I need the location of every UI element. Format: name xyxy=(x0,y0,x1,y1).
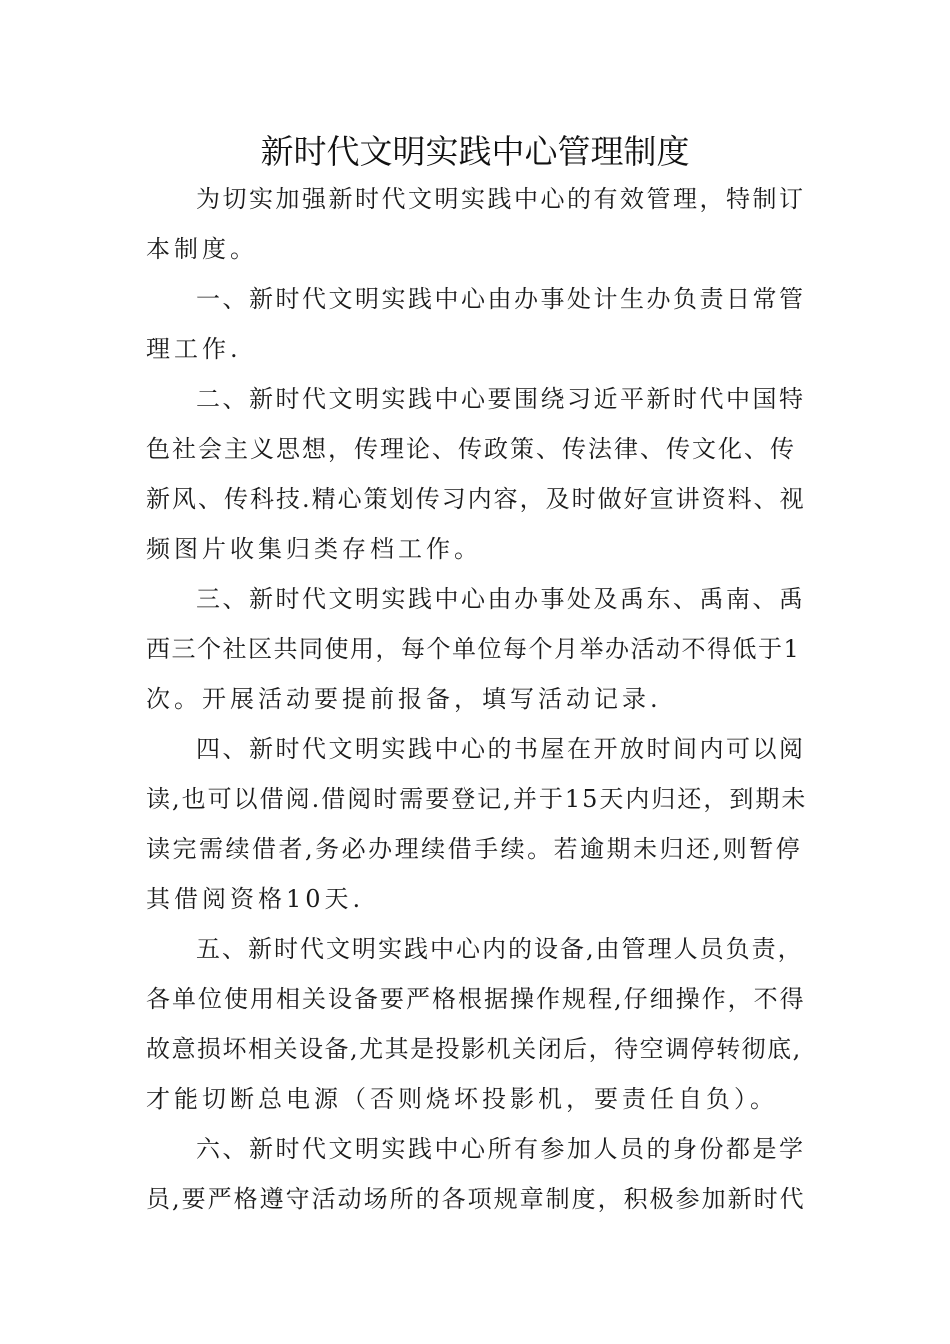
document-title: 新时代文明实践中心管理制度 xyxy=(260,132,690,171)
paragraph-line: 各单位使用相关设备要严格根据操作规程,仔细操作，不得 xyxy=(146,985,806,1013)
paragraph-first-line: 五、新时代文明实践中心内的设备,由管理人员负责， xyxy=(196,935,804,963)
paragraph-first-line: 六、新时代文明实践中心所有参加人员的身份都是学 xyxy=(196,1135,806,1163)
paragraph-first-line: 四、新时代文明实践中心的书屋在开放时间内可以阅 xyxy=(196,735,806,763)
paragraph-line: 故意损坏相关设备,尤其是投影机关闭后，待空调停转彻底, xyxy=(146,1035,802,1063)
paragraph-line: 次。开展活动要提前报备，填写活动记录. xyxy=(146,685,662,713)
paragraph-line: 本制度。 xyxy=(146,235,258,263)
paragraph-first-line: 一、新时代文明实践中心由办事处计生办负责日常管 xyxy=(196,285,806,313)
paragraph-line: 频图片收集归类存档工作。 xyxy=(146,535,482,563)
paragraph-line: 读,也可以借阅.借阅时需要登记,并于15天内归还，到期未 xyxy=(146,785,808,813)
paragraph-line: 色社会主义思想，传理论、传政策、传法律、传文化、传 xyxy=(146,435,796,463)
paragraph-first-line: 三、新时代文明实践中心由办事处及禹东、禹南、禹 xyxy=(196,585,806,613)
paragraph-line: 员,要严格遵守活动场所的各项规章制度，积极参加新时代 xyxy=(146,1185,806,1213)
paragraph-line: 才能切断总电源（否则烧坏投影机，要责任自负）。 xyxy=(146,1085,778,1113)
paragraph-line: 理工作. xyxy=(146,335,242,363)
paragraph-first-line: 二、新时代文明实践中心要围绕习近平新时代中国特 xyxy=(196,385,806,413)
document-body xyxy=(146,174,808,1224)
paragraph-line: 新风、传科技.精心策划传习内容，及时做好宣讲资料、视 xyxy=(146,485,806,513)
paragraph-line: 读完需续借者,务必办理续借手续。若逾期未归还,则暂停 xyxy=(146,835,803,863)
paragraph-line: 西三个社区共同使用，每个单位每个月举办活动不得低于1 xyxy=(146,635,801,663)
paragraph-line: 其借阅资格10天. xyxy=(146,885,365,913)
paragraph-first-line: 为切实加强新时代文明实践中心的有效管理，特制订 xyxy=(196,185,806,213)
